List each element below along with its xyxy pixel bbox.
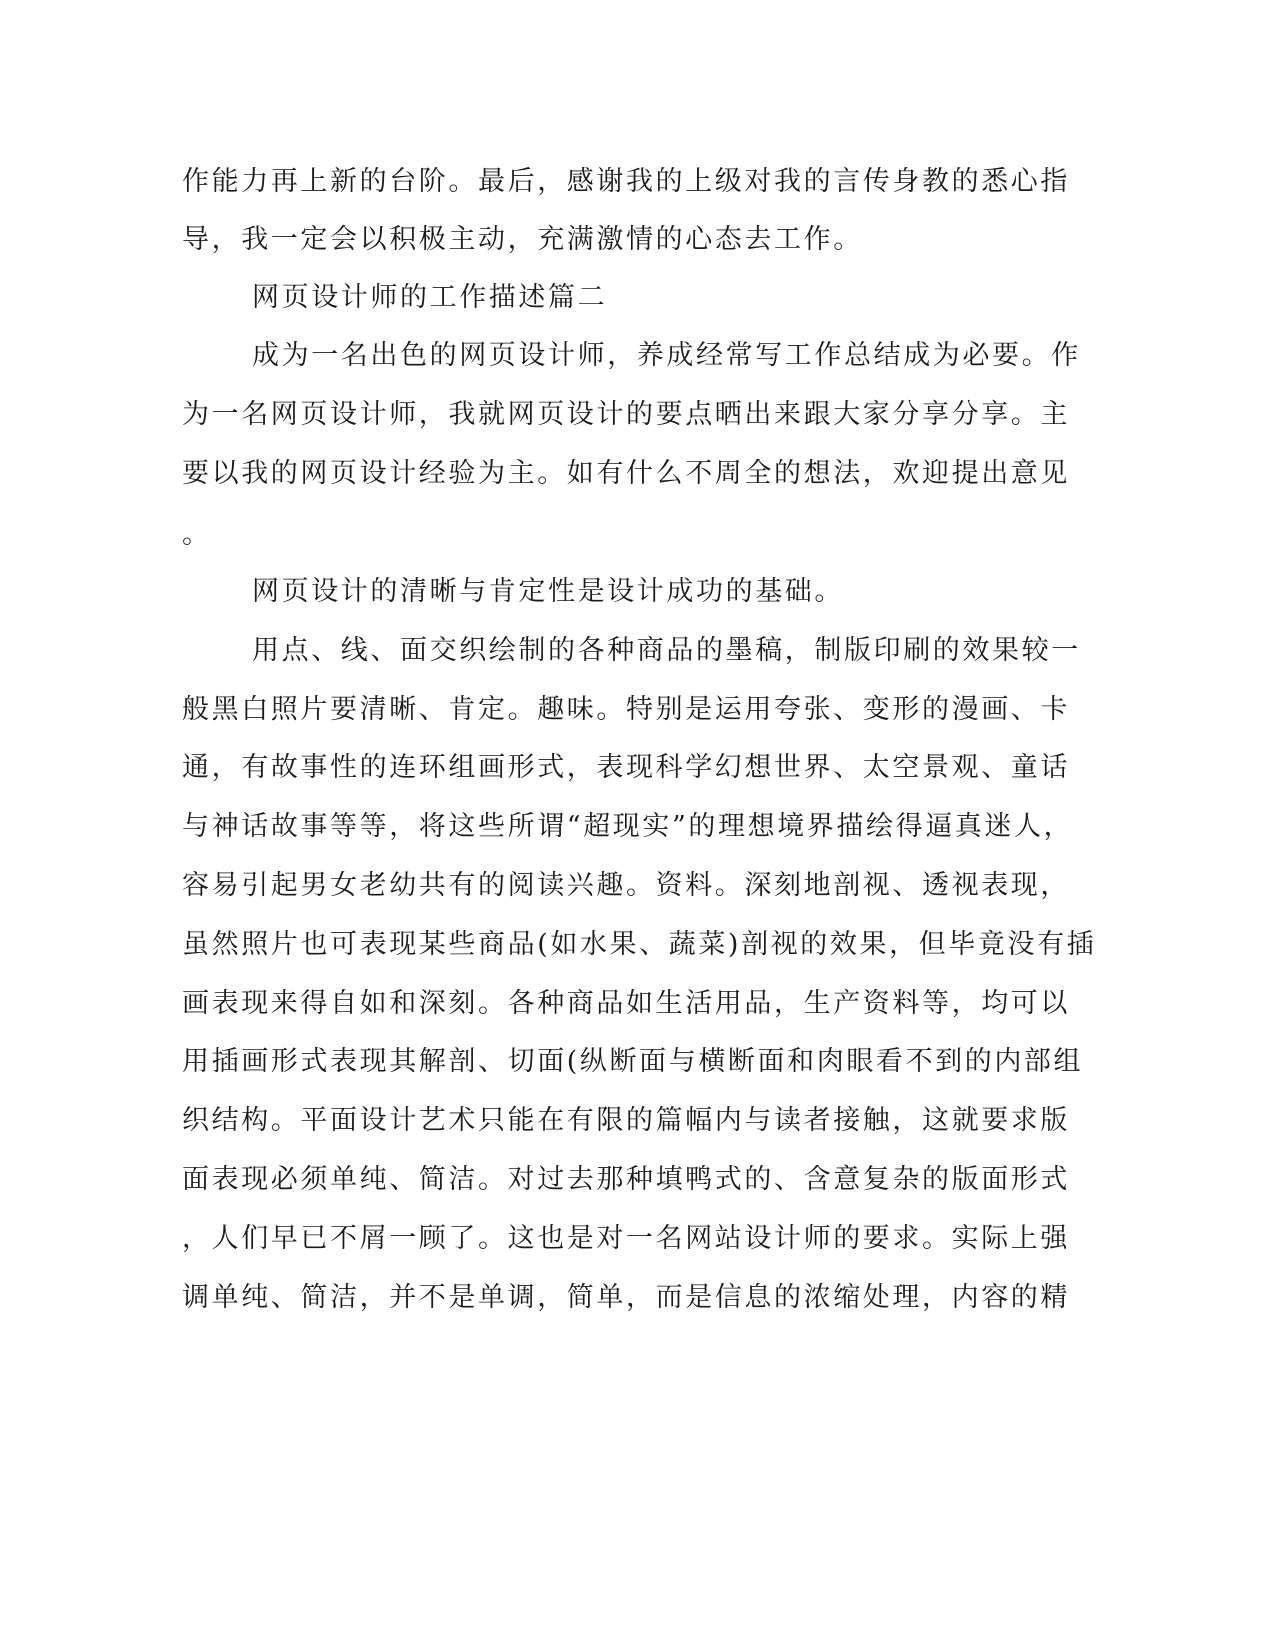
text-line: 导，我一定会以积极主动，充满激情的心态去工作。	[182, 224, 863, 255]
text-line: 作能力再上新的台阶。最后，感谢我的上级对我的言传身教的悉心指	[182, 166, 1070, 197]
text-line: 容易引起男女老幼共有的阅读兴趣。资料。深刻地剖视、透视表现，	[182, 870, 1070, 901]
section-heading: 网页设计师的工作描述篇二	[252, 282, 608, 313]
text-line: 用插画形式表现其解剖、切面(纵断面与横断面和肉眼看不到的内部组	[182, 1046, 1084, 1077]
text-line: 要以我的网页设计经验为主。如有什么不周全的想法，欢迎提出意见	[182, 458, 1070, 489]
text-line: 。	[182, 519, 212, 550]
text-line: 调单纯、简洁，并不是单调，简单，而是信息的浓缩处理，内容的精	[182, 1282, 1070, 1313]
text-line: 网页设计的清晰与肯定性是设计成功的基础。	[252, 576, 844, 607]
text-line: 通，有故事性的连环组画形式，表现科学幻想世界、太空景观、童话	[182, 752, 1070, 783]
text-line: ，人们早已不屑一顾了。这也是对一名网站设计师的要求。实际上强	[182, 1223, 1070, 1254]
text-line: 虽然照片也可表现某些商品(如水果、蔬菜)剖视的效果，但毕竟没有插	[182, 929, 1097, 960]
text-line: 织结构。平面设计艺术只能在有限的篇幅内与读者接触，这就要求版	[182, 1105, 1070, 1136]
text-line: 与神话故事等等，将这些所谓“超现实”的理想境界描绘得逼真迷人，	[182, 811, 1074, 842]
text-line: 成为一名出色的网页设计师，养成经常写工作总结成为必要。作	[252, 340, 1081, 371]
text-line: 般黑白照片要清晰、肯定。趣味。特别是运用夸张、变形的漫画、卡	[182, 694, 1070, 725]
text-line: 面表现必须单纯、简洁。对过去那种填鸭式的、含意复杂的版面形式	[182, 1164, 1070, 1195]
text-line: 用点、线、面交织绘制的各种商品的墨稿，制版印刷的效果较一	[252, 635, 1081, 666]
text-line: 画表现来得自如和深刻。各种商品如生活用品，生产资料等，均可以	[182, 988, 1070, 1019]
text-line: 为一名网页设计师，我就网页设计的要点晒出来跟大家分享分享。主	[182, 399, 1070, 430]
